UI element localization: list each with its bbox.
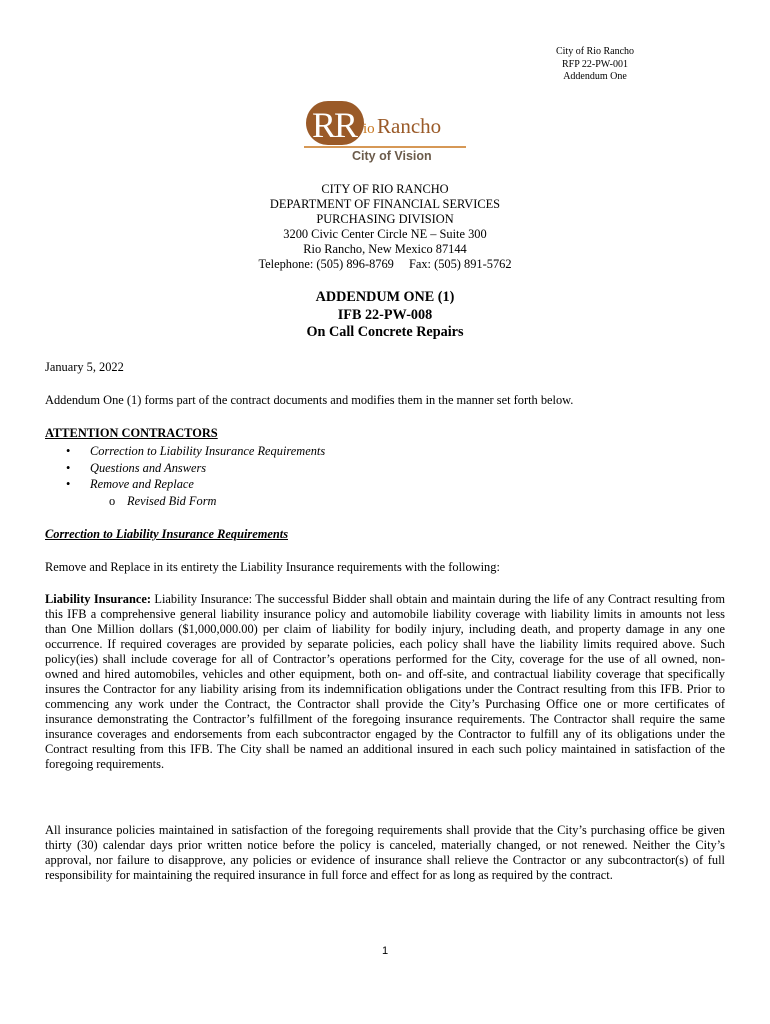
contact-line	[0, 257, 770, 272]
logo-letter-r-1: R	[312, 105, 337, 145]
list-item-label: Remove and Replace	[90, 477, 194, 491]
logo-rancho: Rancho	[377, 114, 442, 138]
document-reference-block	[530, 46, 660, 84]
addendum-number: ADDENDUM ONE (1)	[315, 289, 455, 305]
addendum-title-block	[0, 289, 770, 342]
insurance-notice-paragraph: All insurance policies maintained in satisfaction of the foregoing requirements shall provide that the City’s purchasing office be given thirty (30) calendar days prior written notice before the policy is canceled, materially changed, or not renewed. Neither the City’s approval, nor failure to disapprove, any policies or evidence of insurance shall relieve the Contractor or any subcontractor(s) of full responsibility for maintaining the required insurance in full force and effect for as long as required by the contract.	[45, 823, 725, 882]
logo-tagline: City of Vision	[352, 149, 432, 163]
bullet-glyph: •	[66, 444, 71, 458]
city-name: CITY OF RIO RANCHO	[321, 182, 449, 196]
intro-paragraph: Addendum One (1) forms part of the contract documents and modifies them in the manner set forth below.	[45, 393, 574, 407]
telephone: Telephone: (505) 896-8769	[258, 257, 394, 271]
liability-insurance-label: Liability Insurance:	[45, 592, 151, 606]
department-name: DEPARTMENT OF FINANCIAL SERVICES	[269, 197, 501, 211]
project-name: On Call Concrete Repairs	[306, 324, 464, 340]
section-heading: Correction to Liability Insurance Requirements	[45, 527, 289, 541]
liability-insurance-paragraph	[45, 592, 725, 772]
city-state-zip: Rio Rancho, New Mexico 87144	[303, 242, 467, 256]
bullet-glyph: •	[66, 460, 71, 475]
sub-list-item	[66, 493, 325, 510]
sub-list-item-label: Revised Bid Form	[127, 493, 217, 508]
list-item	[66, 443, 325, 460]
department-address-block	[0, 182, 770, 272]
sub-bullet-glyph: o	[109, 493, 116, 508]
rio-rancho-logo	[300, 97, 470, 165]
list-item-label: Questions and Answers	[90, 460, 207, 475]
fax: Fax: (505) 891-5762	[408, 257, 512, 271]
logo-letter-r-2: R	[334, 105, 359, 145]
ifb-number: IFB 22-PW-008	[337, 306, 433, 323]
logo-io: io	[363, 121, 375, 137]
division-name: PURCHASING DIVISION	[316, 212, 454, 226]
remove-replace-instruction: Remove and Replace in its entirety the Liability Insurance requirements with the following:	[45, 560, 500, 574]
ref-addendum: Addendum One	[563, 71, 627, 82]
bullet-glyph: •	[66, 477, 71, 491]
addendum-date: January 5, 2022	[45, 360, 124, 374]
street-address: 3200 Civic Center Circle NE – Suite 300	[283, 227, 487, 241]
list-item-label: Correction to Liability Insurance Requirements	[90, 444, 326, 458]
list-item	[66, 476, 325, 493]
attention-heading: ATTENTION CONTRACTORS	[45, 426, 218, 440]
list-item	[66, 460, 325, 477]
liability-insurance-text: Liability Insurance: The successful Bidder shall obtain and maintain during the life of any Contract resulting from this IFB a comprehensive general liability insurance policy and automobile liability coverage with liability limits in amounts not less than One Million dollars ($1,000,000.00) per claim of liability for bodily injury, including death, and property damage in any one occurrence. If required coverages are provided by separate policies, each policy shall have the liability limits required above. Such policy(ies) shall include coverage for all of Contractor’s operations performed for the City, coverage for the use of all owned, non-owned and hired automobiles, vehicles and other equipment, both on- and off-site, and contractual liability coverage that specifically insures the Contractor for any liability arising from its indemnification obligations under the Contract resulting from this IFB. Prior to commencing any work under the Contract, the Contractor shall provide the City’s Purchasing Office one or more certificates of insurance demonstrating the Contractor’s fulfillment of the foregoing insurance requirements. The Contractor shall require the same insurance coverages and endorsements from each subcontractor engaged by the Contractor to fulfill any of its obligations under the Contract resulting from this IFB. The City shall be named an additional insured in each such policy maintained in satisfaction of the foregoing requirements.	[45, 592, 725, 771]
ref-city: City of Rio Rancho	[555, 46, 635, 57]
page-number: 1	[381, 945, 389, 957]
ref-rfp-number: RFP 22-PW-001	[561, 58, 629, 70]
attention-list	[66, 443, 325, 509]
